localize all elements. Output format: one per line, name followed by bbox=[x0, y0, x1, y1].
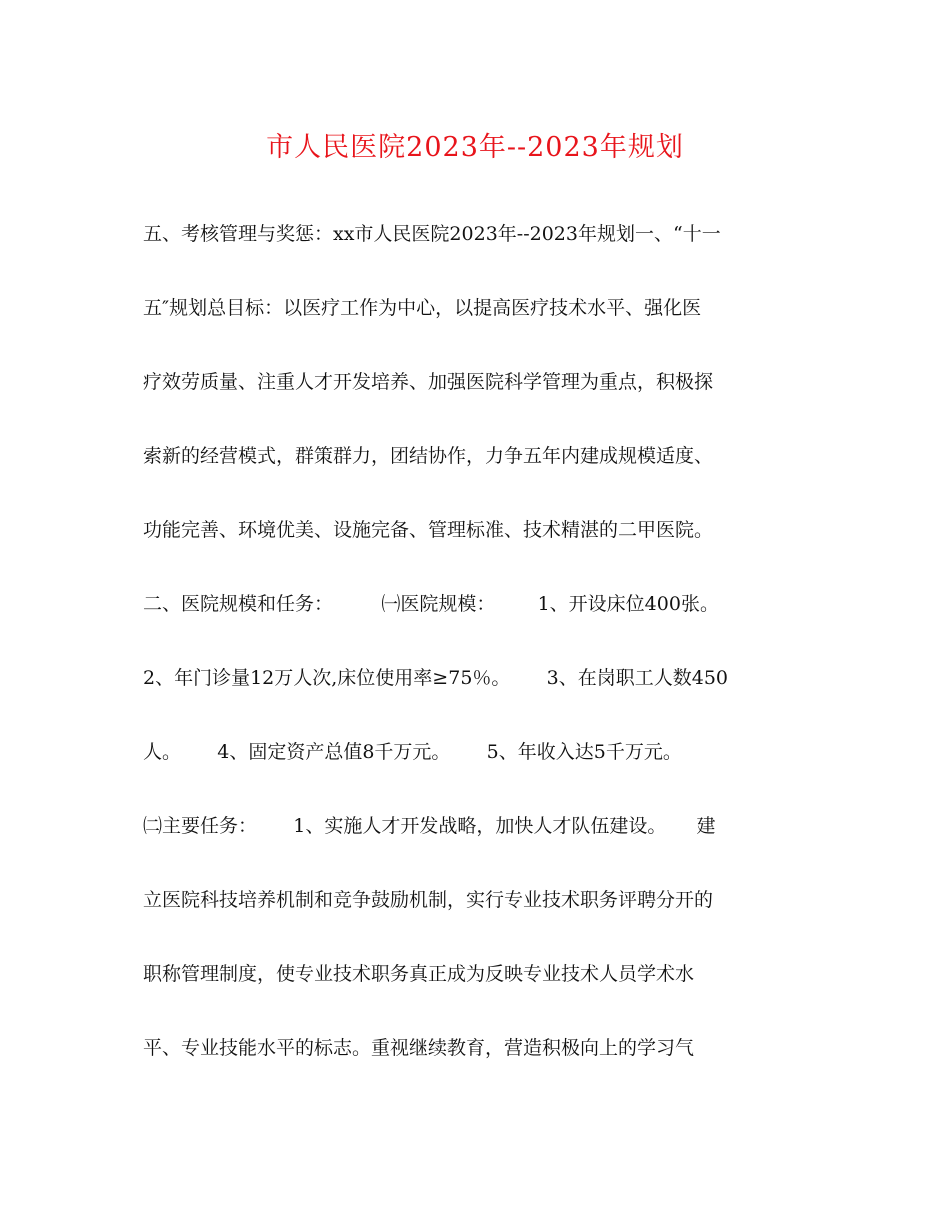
body-line-8: 人。 4、固定资产总值8千万元。 5、年收入达5千万元。 bbox=[143, 741, 682, 763]
body-line-7: 2、年门诊量12万人次,床位使用率≥75％。 3、在岗职工人数450 bbox=[143, 667, 728, 689]
body-line-9: ㈡主要任务： 1、实施人才开发战略，加快人才队伍建设。 建 bbox=[143, 815, 716, 837]
body-line-12: 平、专业技能水平的标志。重视继续教育，营造积极向上的学习气 bbox=[143, 1037, 695, 1059]
body-line-4: 索新的经营模式，群策群力，团结协作，力争五年内建成规模适度、 bbox=[143, 445, 714, 467]
body-line-2: 五″规划总目标：以医疗工作为中心，以提高医疗技术水平、强化医 bbox=[143, 297, 702, 319]
body-line-1: 五、考核管理与奖惩：xx市人民医院2023年--2023年规划一、“十一 bbox=[143, 223, 721, 245]
body-line-3: 疗效劳质量、注重人才开发培养、加强医院科学管理为重点，积极探 bbox=[143, 371, 714, 393]
body-line-11: 职称管理制度，使专业技术职务真正成为反映专业技术人员学术水 bbox=[143, 963, 695, 985]
body-line-6: 二、医院规模和任务： ㈠医院规模： 1、开设床位400张。 bbox=[143, 593, 719, 615]
document-title: 市人民医院2023年--2023年规划 bbox=[266, 132, 684, 163]
body-line-10: 立医院科技培养机制和竞争鼓励机制，实行专业技术职务评聘分开的 bbox=[143, 889, 714, 911]
body-line-5: 功能完善、环境优美、设施完备、管理标准、技术精湛的二甲医院。 bbox=[143, 519, 714, 541]
